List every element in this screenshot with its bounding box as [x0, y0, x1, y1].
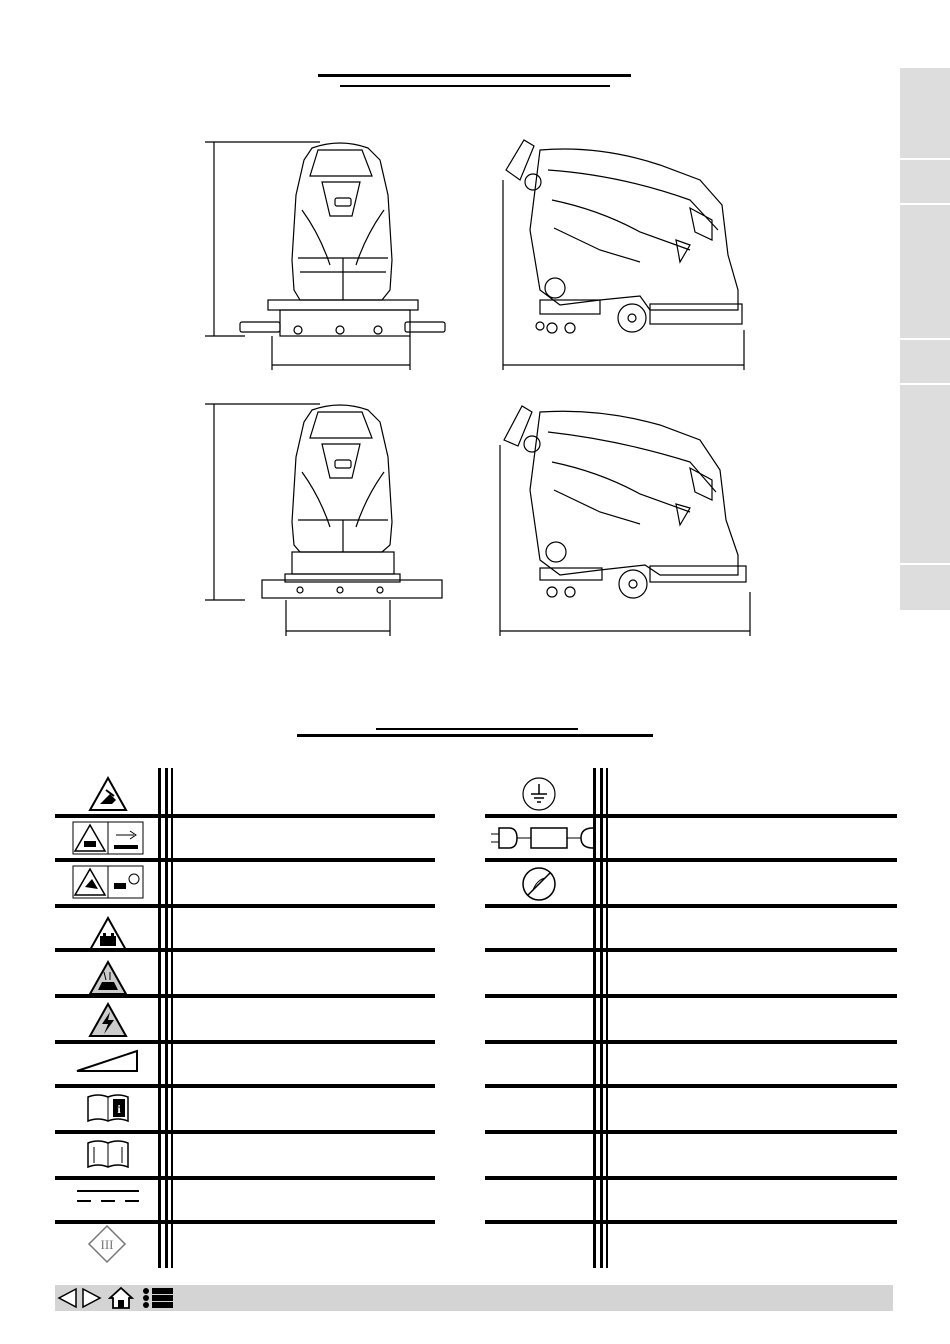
column-rule	[171, 768, 173, 1268]
row-separator-left	[55, 858, 435, 862]
row-separator-right	[485, 948, 897, 952]
row-separator-right	[485, 904, 897, 908]
column-rule	[606, 768, 608, 1268]
column-rule	[600, 768, 603, 1268]
previous-page-button[interactable]	[55, 1285, 79, 1311]
class-iii-appliance-icon	[85, 1222, 129, 1266]
column-rule	[158, 768, 161, 1268]
row-separator-left	[55, 1176, 435, 1180]
direct-current-icon	[70, 1183, 145, 1209]
row-separator-right	[485, 1084, 897, 1088]
row-separator-right	[485, 1130, 897, 1134]
battery-hazard-icon	[80, 914, 135, 954]
list-index-icon	[141, 1286, 175, 1310]
symbols-title-underline-2	[297, 734, 653, 737]
symbols-table	[55, 768, 897, 1268]
home-button[interactable]	[107, 1285, 135, 1311]
svg-text:III: III	[100, 1237, 114, 1252]
home-icon	[108, 1286, 134, 1310]
crush-hazard-warning-icon	[80, 774, 135, 814]
front-view-upper-drawing	[205, 142, 445, 370]
next-page-button[interactable]	[80, 1285, 104, 1311]
corrosive-hazard-icon	[80, 958, 135, 998]
row-separator-left	[55, 904, 435, 908]
charger-connection-icon	[487, 822, 597, 854]
index-button[interactable]	[141, 1285, 175, 1311]
row-separator-left	[55, 1040, 435, 1044]
svg-text:i: i	[116, 1102, 121, 1116]
row-separator-left	[55, 1130, 435, 1134]
row-separator-right	[485, 994, 897, 998]
symbols-title-underline-1	[376, 728, 578, 730]
side-view-upper-drawing	[503, 140, 744, 370]
row-separator-right	[485, 814, 897, 818]
slope-icon	[73, 1046, 141, 1076]
navigation-bar	[55, 1285, 893, 1311]
row-separator-right	[485, 858, 897, 862]
triangle-left-icon	[56, 1287, 78, 1309]
read-info-manual-icon	[80, 1090, 135, 1126]
row-separator-right	[485, 1220, 897, 1224]
triangle-right-icon	[81, 1287, 103, 1309]
row-separator-left	[55, 1084, 435, 1088]
column-rule	[165, 768, 168, 1268]
electric-hazard-icon	[80, 1000, 135, 1040]
rotating-part-warning-icon	[70, 864, 145, 900]
move-direction-warning-icon	[70, 820, 145, 856]
earth-ground-icon	[517, 774, 561, 814]
open-book-icon	[80, 1136, 135, 1172]
row-separator-right	[485, 1040, 897, 1044]
side-view-lower-drawing	[500, 406, 750, 636]
no-disposal-icon	[517, 864, 561, 904]
row-separator-left	[55, 814, 435, 818]
row-separator-right	[485, 1176, 897, 1180]
front-view-lower-drawing	[205, 404, 442, 636]
